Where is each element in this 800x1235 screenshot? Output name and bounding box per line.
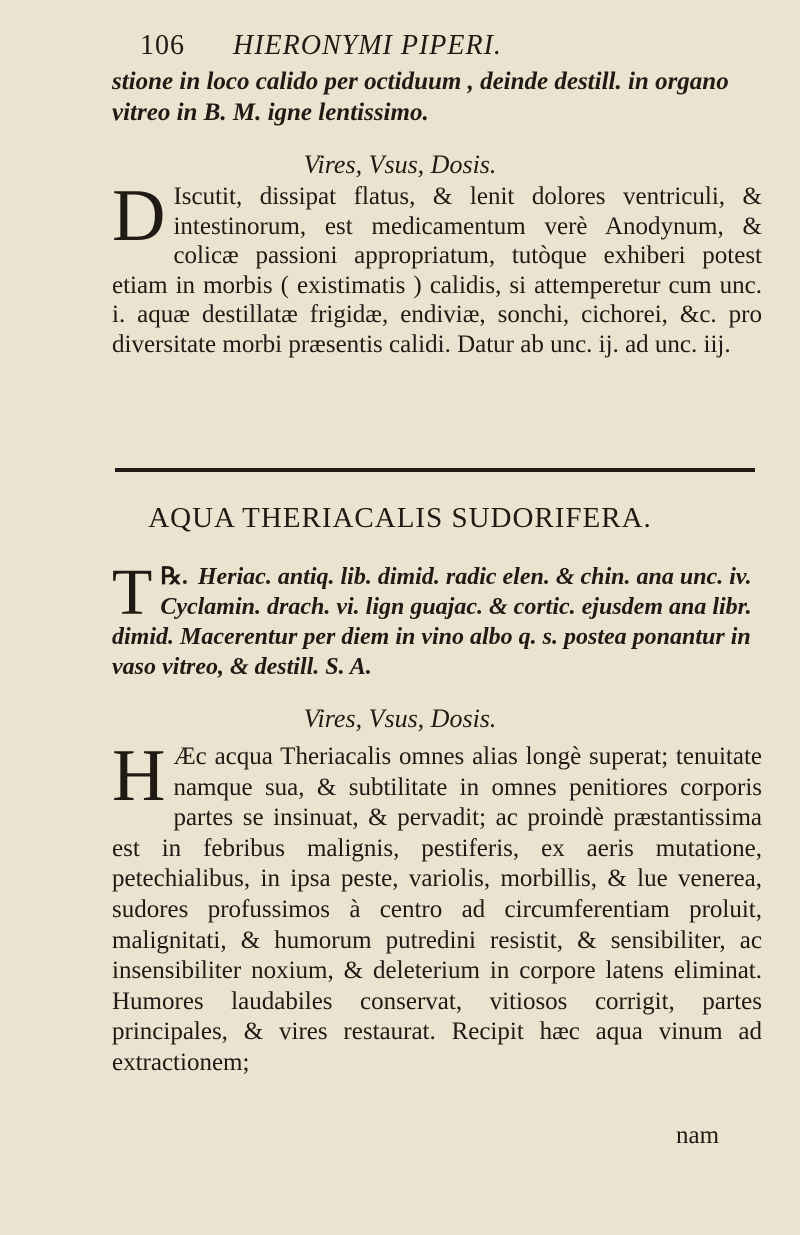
drop-capital: H: [112, 735, 166, 817]
section-subheading: Vires, Vsus, Dosis.: [303, 704, 497, 733]
continuation-text: stione in loco calido per octiduum , deinde destill. in organo vitreo in B. M. igne lentissimo.: [112, 68, 729, 126]
paragraph-text: Iscutit, dissipat flatus, & lenit dolores ventriculi, & intestinorum, est medicamentum verè Anodynum, & colicæ passioni appropriatum, tutòque exhiberi potest etiam in morbis ( existimatis ) calidis, si attemperetur cum unc. i. aquæ destillatæ frigidæ, endiviæ, sonchi, cichorei, &c. pro diversitate morbi præsentis calidi. Datur ab unc. ij. ad unc. iij.: [112, 183, 762, 358]
section-subheading: Vires, Vsus, Dosis.: [303, 150, 497, 179]
recipe-symbol: ℞.: [160, 564, 188, 590]
drop-capital: D: [112, 175, 166, 257]
running-title: HIERONYMI PIPERI.: [233, 30, 502, 61]
recipe-title: AQUA THERIACALIS SUDORIFERA.: [148, 502, 652, 534]
running-head: [140, 30, 502, 62]
recipe-text: Heriac. antiq. lib. dimid. radic elen. & chin. ana unc. iv. Cyclamin. drach. vi. lign guajac. & cortic. ejusdem ana libr. dimid. Macerentur per diem in vino albo q. s. postea ponantur in vaso vitreo, & destill. S. A.: [112, 564, 752, 680]
page-number: 106: [140, 30, 185, 61]
paragraph-text: Æc acqua Theriacalis omnes alias longè superat; tenuitate namque sua, & subtilitate in omnes penitiores corporis partes se insinuat, & pervadit; ac proindè præstantissima est in febribus malignis, pestiferis, ex aeris mutatione, petechialibus, in ipsa peste, variolis, morbillis, & lue venerea, sudores profussimos à centro ad circumferentiam proluit, malignitati, & humorum putredini resistit, & sensibiliter, ac insensibiliter noxium, & deleterium in corpore latens eliminat. Humores laudabiles conservat, vitiosos corrigit, partes principales, & vires restaurat. Recipit hæc aqua vinum ad extractionem;: [112, 743, 762, 1076]
paragraph-vires-1: [112, 175, 762, 359]
paragraph-vires-2: [112, 735, 762, 1079]
section-divider: [115, 468, 755, 472]
catchword: nam: [676, 1122, 720, 1149]
recipe-paragraph: [112, 556, 762, 682]
drop-capital: T: [112, 556, 153, 629]
